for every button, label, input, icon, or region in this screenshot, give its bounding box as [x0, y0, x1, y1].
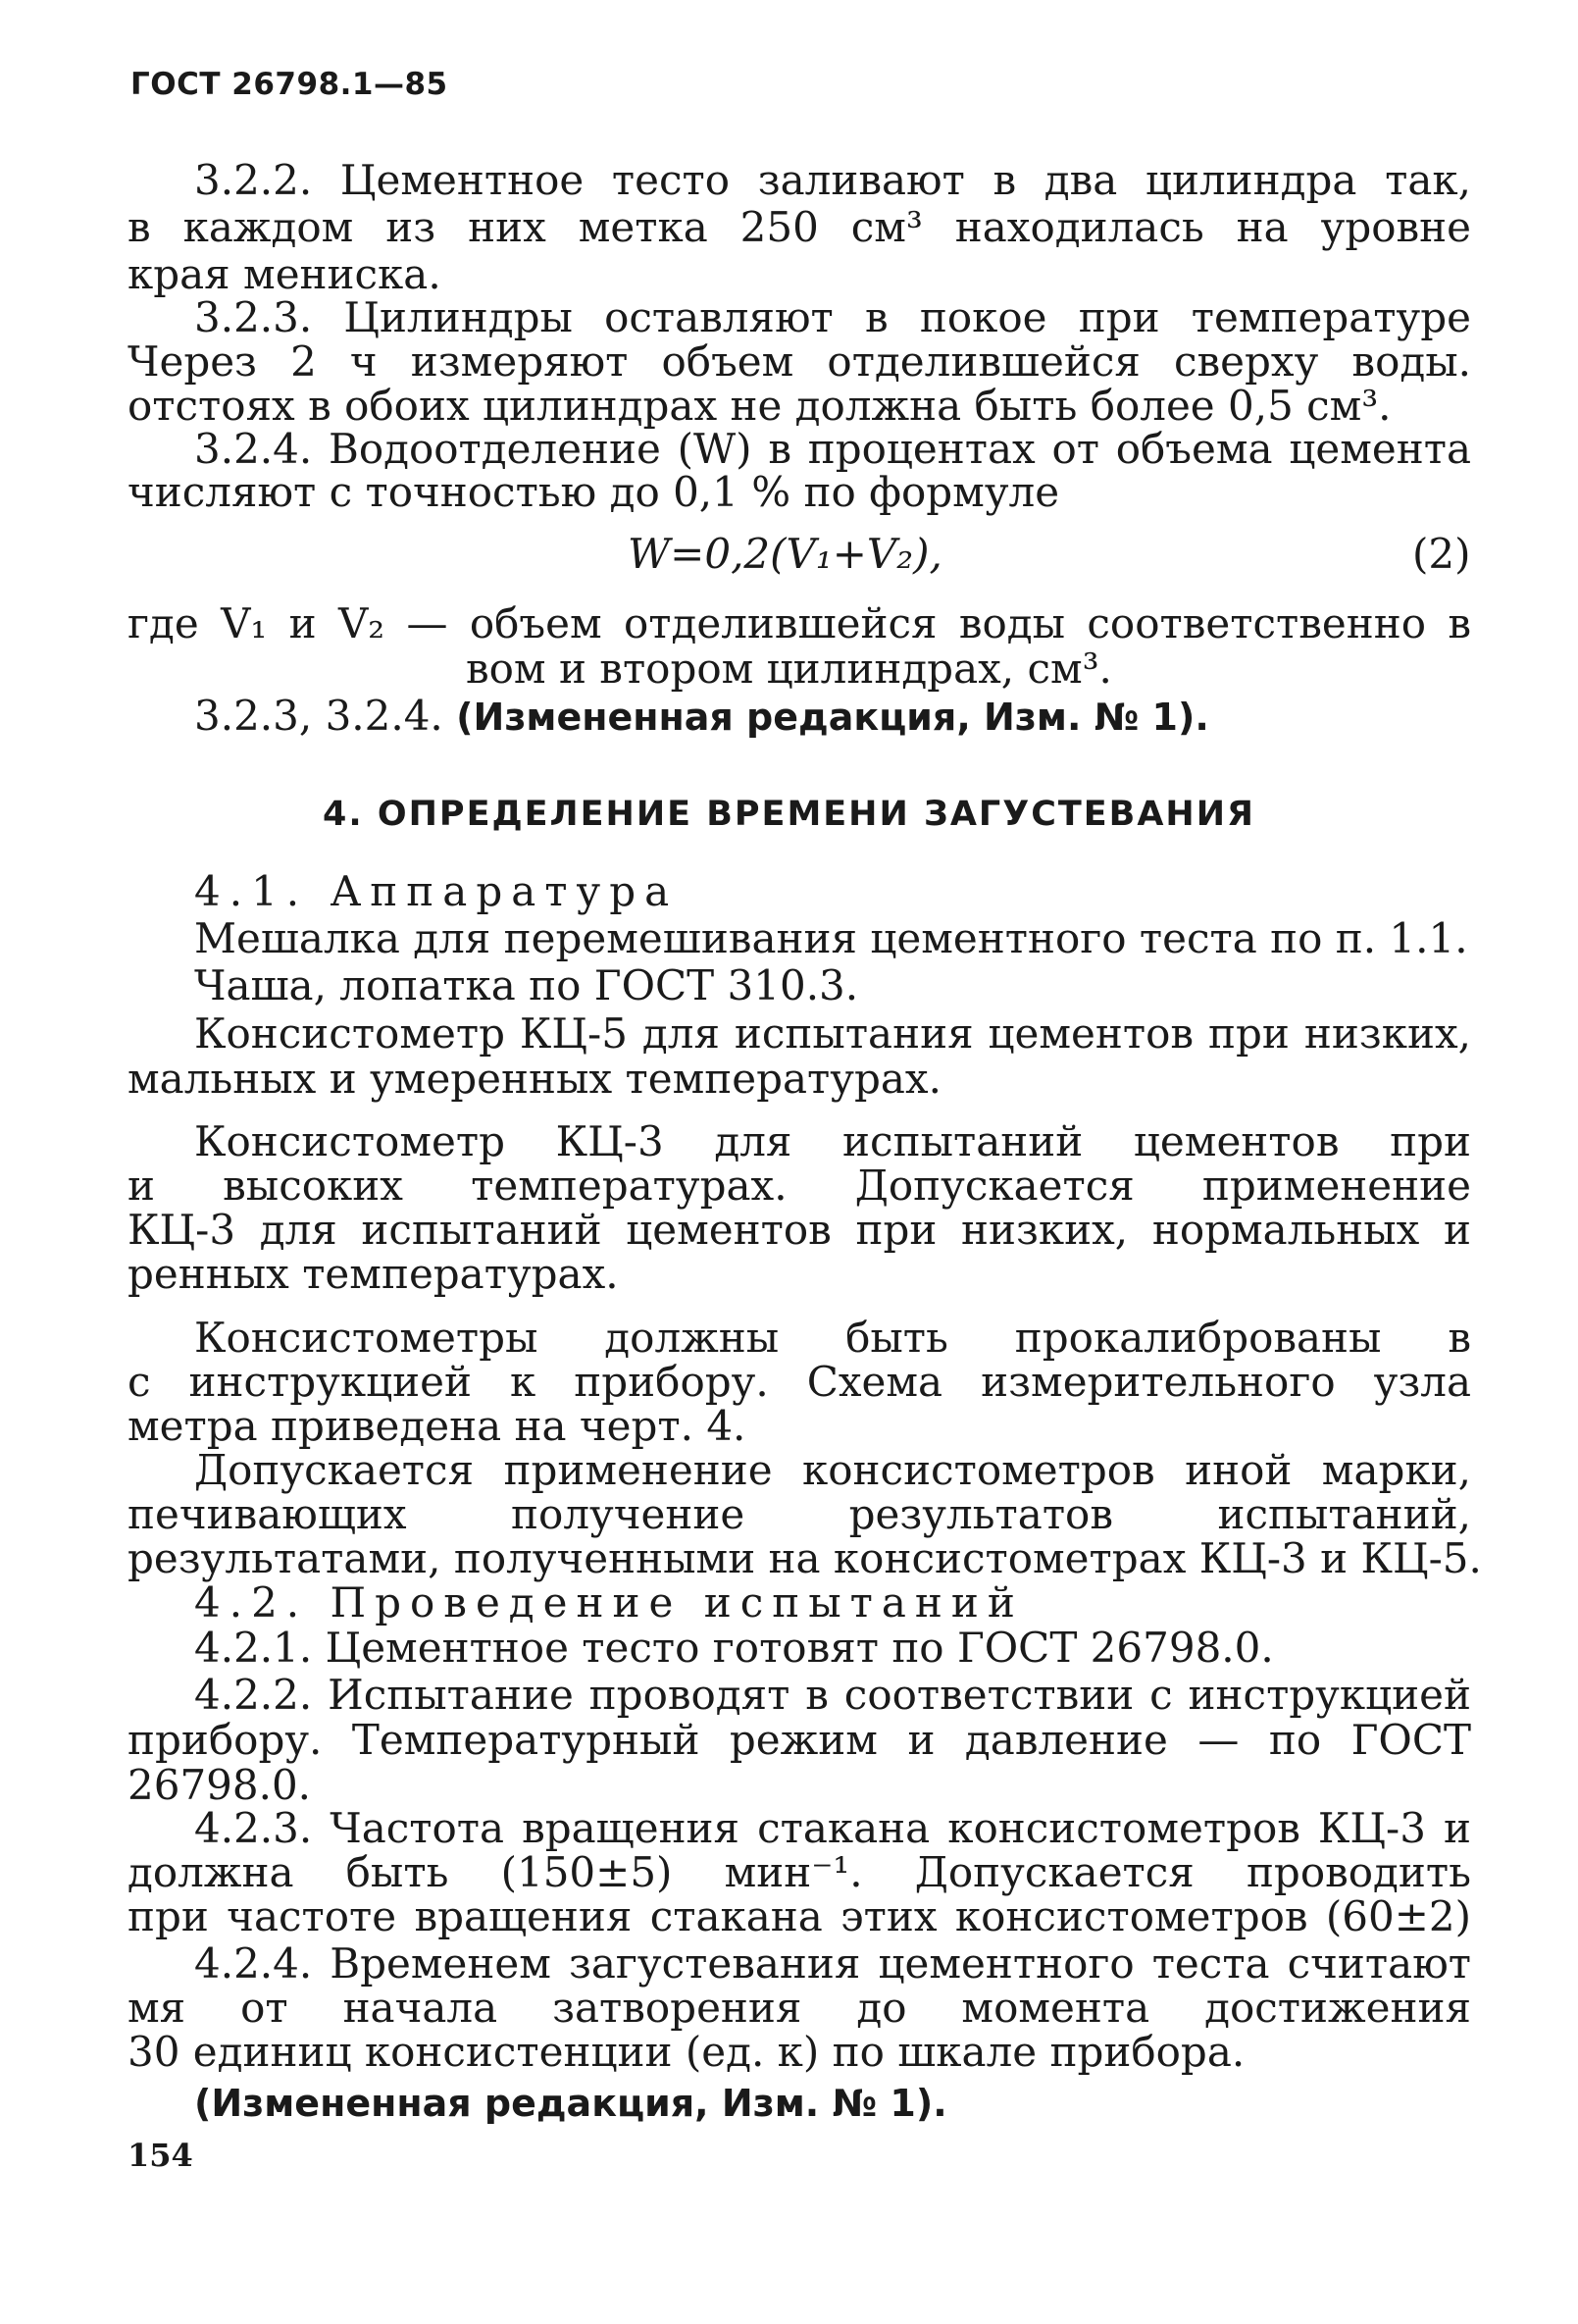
allowance-line-2: печивающих получение результатов испытаний, [127, 1491, 1471, 1538]
document-header: ГОСТ 26798.1—85 [130, 67, 448, 102]
para-323-line-1: 3.2.3. Цилиндры оставляют в покое при температуре [194, 294, 1471, 341]
where-line-2: вом и втором цилиндрах, см³. [466, 645, 1112, 693]
kc3-line-4: ренных температурах. [127, 1250, 619, 1298]
amendment-note-1-prefix: 3.2.3, 3.2.4. [194, 692, 443, 740]
section-4-title: 4. ОПРЕДЕЛЕНИЕ ВРЕМЕНИ ЗАГУСТЕВАНИЯ [323, 795, 1255, 834]
para-322-line-2: в каждом из них метка 250 см³ находилась на уровне [127, 204, 1471, 251]
para-422-line-3: 26798.0. [127, 1761, 312, 1809]
para-422-line-2: прибору. Температурный режим и давление — по ГОСТ [127, 1717, 1471, 1764]
para-324-line-1: 3.2.4. Водоотделение (W) в процентах от объема цемента [194, 426, 1471, 473]
para-323-line-2: Через 2 ч измеряют объем отделившейся сверху воды. [127, 338, 1471, 386]
apparatus-line-1: Мешалка для перемешивания цементного теста по п. 1.1. [194, 914, 1468, 962]
para-322-line-3: края мениска. [127, 250, 441, 298]
para-324-line-2: числяют с точностью до 0,1 % по формуле [127, 468, 1060, 516]
apparatus-line-2: Чаша, лопатка по ГОСТ 310.3. [194, 961, 859, 1009]
para-423-line-3: при частоте вращения стакана этих консистометров (60±2) [127, 1893, 1471, 1940]
allowance-line-1: Допускается применение консистометров иной марки, [194, 1447, 1471, 1494]
para-424-line-2: мя от начала затворения до момента достижения [127, 1985, 1471, 2032]
para-423-line-1: 4.2.3. Частота вращения стакана консистометров КЦ-3 и [194, 1805, 1471, 1852]
subsection-4-1-title: 4.1. Аппаратура [194, 867, 679, 915]
amendment-note-2: (Измененная редакция, Изм. № 1). [194, 2082, 947, 2125]
para-322-line-1: 3.2.2. Цементное тесто заливают в два цилиндра так, [194, 157, 1471, 204]
kc3-line-1: Консистометр КЦ-3 для испытаний цементов при [194, 1118, 1471, 1165]
where-line-1: где V₁ и V₂ — объем отделившейся воды соответственно в [127, 600, 1471, 647]
para-323-line-3: отстоях в обоих цилиндрах не должна быть более 0,5 см³. [127, 382, 1392, 430]
calibration-line-2: с инструкцией к прибору. Схема измерительного узла [127, 1359, 1471, 1406]
kc3-line-2: и высоких температурах. Допускается применение [127, 1162, 1471, 1210]
para-424-line-3: 30 единиц консистенции (ед. к) по шкале прибора. [127, 2028, 1246, 2076]
subsection-4-2-title: 4.2. Проведение испытаний [194, 1578, 1024, 1627]
amendment-note-1 [194, 693, 1471, 741]
amendment-note-1-text: (Измененная редакция, Изм. № 1). [456, 696, 1209, 739]
allowance-line-3: результатами, полученными на консистометрах КЦ-3 и КЦ-5. [127, 1534, 1482, 1582]
calibration-line-3: метра приведена на черт. 4. [127, 1402, 746, 1450]
calibration-line-1: Консистометры должны быть прокалиброваны в [194, 1315, 1471, 1362]
para-423-line-2: должна быть (150±5) мин⁻¹. Допускается проводить [127, 1849, 1471, 1896]
page-number: 154 [127, 2137, 193, 2174]
para-421: 4.2.1. Цементное тесто готовят по ГОСТ 26798.0. [194, 1624, 1274, 1672]
kc5-line-2: мальных и умеренных температурах. [127, 1055, 942, 1103]
para-422-line-1: 4.2.2. Испытание проводят в соответствии с инструкцией [194, 1672, 1471, 1719]
formula: W=0,2(V₁+V₂), [628, 530, 942, 578]
kc3-line-3: КЦ-3 для испытаний цементов при низких, нормальных и [127, 1207, 1471, 1254]
formula-number: (2) [1412, 530, 1471, 578]
para-424-line-1: 4.2.4. Временем загустевания цементного теста считают [194, 1940, 1471, 1988]
kc5-line-1: Консистометр КЦ-5 для испытания цементов при низких, [194, 1010, 1471, 1058]
